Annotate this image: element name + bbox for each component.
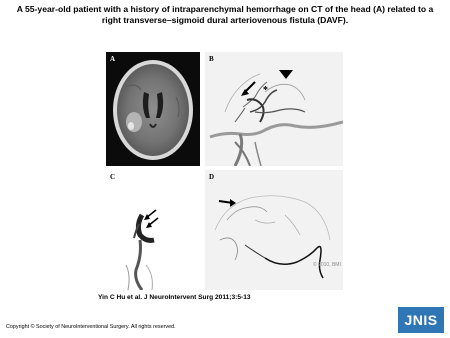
asterisk-annotation: *	[263, 85, 268, 96]
arrowhead-icon	[279, 70, 293, 79]
arrow-icon	[144, 210, 158, 228]
panel-d-watermark: © 2010, BMI	[313, 262, 341, 268]
copyright-notice: Copyright © Society of NeuroInterventional Surgery. All rights reserved.	[6, 324, 176, 330]
panel-d-angiogram	[205, 170, 343, 290]
panel-b-label: B	[209, 55, 214, 63]
panel-a-label: A	[110, 55, 116, 63]
panel-d-label: D	[209, 173, 215, 181]
panel-b-angiogram	[205, 52, 343, 166]
panel-c-label: C	[110, 173, 116, 181]
citation: Yin C Hu et al. J NeuroIntervent Surg 2011;3:5-13	[98, 294, 251, 301]
jnis-logo: JNIS	[398, 307, 444, 333]
panel-a-ct-image	[106, 52, 200, 166]
figure-title: A 55-year-old patient with a history of intraparenchymal hemorrhage on CT of the head (A) related to a right transverse–sigmoid dural arteriovenous fistula (DAVF).	[16, 4, 434, 25]
panel-c-angiogram	[106, 170, 200, 290]
